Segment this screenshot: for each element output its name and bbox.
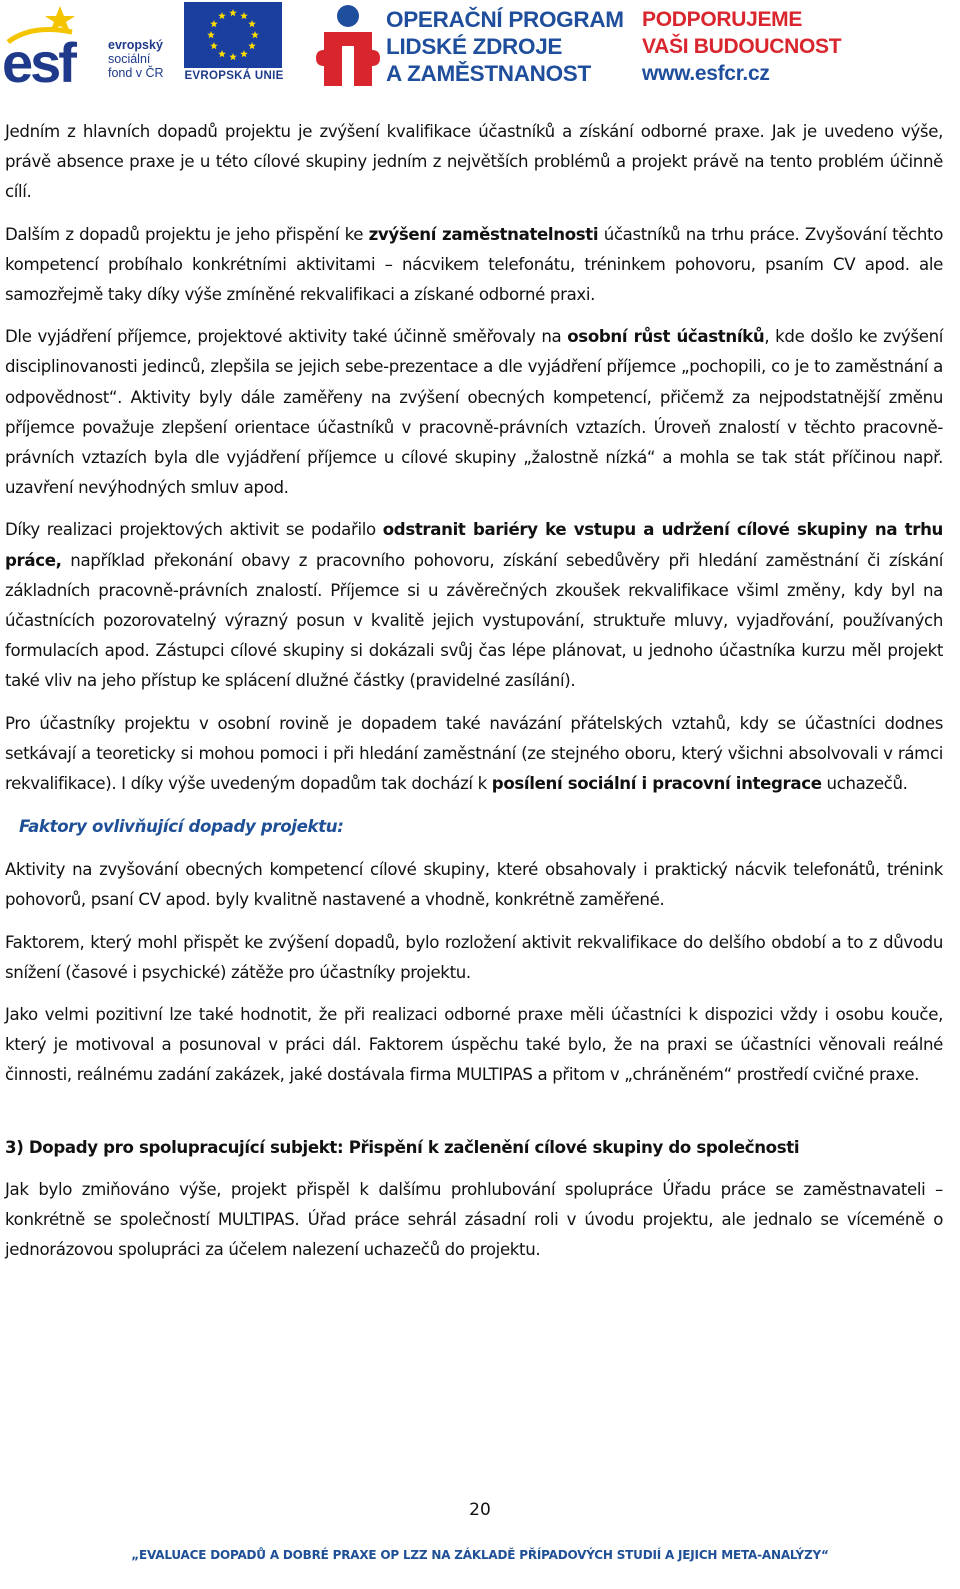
- bold-phrase: posílení sociální i pracovní integrace: [491, 774, 822, 794]
- bold-phrase: zvýšení zaměstnatelnosti: [368, 224, 599, 244]
- impact-paragraph-5: [5, 709, 943, 800]
- impact-paragraphs: [5, 117, 943, 799]
- factor-paragraph-2: Faktorem, který mohl přispět ke zvýšení dopadů, bylo rozložení aktivit rekvalifikace do delšího období a to z důvodu snížení (časové i psychické) zátěže pro účastníky projektu.: [5, 932, 943, 982]
- page-number: 20: [469, 1500, 491, 1520]
- text-run: účastníků na trhu práce. Zvyšování těchto kompetencí probíhalo konkrétními aktivitami – nácvikem telefonátu, tréninkem pohovoru, psaním CV apod. ale samozřejmě taky díky výše zmíněné rekvalifikaci a získané odborné praxi.: [5, 224, 943, 305]
- eu-flag-icon: [184, 2, 282, 68]
- op-line-2: LIDSKÉ ZDROJE: [386, 34, 563, 59]
- esf-logo-text: [108, 38, 180, 80]
- text-run: uchazečů.: [821, 774, 908, 794]
- text-run: Jedním z hlavních dopadů projektu je zvýšení kvalifikace účastníků a získání odborné praxe. Jak je uvedeno výše, právě absence praxe je u této cílové skupiny jedním z největších problémů a projekt právě na tento problém účinně cílí.: [5, 122, 943, 202]
- bold-phrase: osobní růst účastníků: [567, 327, 765, 347]
- text-run: například překonání obavy z pracovního pohovoru, získání sebedůvěry při hledání zaměstnání či získání základních pracovně-právních znalostí. Příjemce si u závěrečných zkoušek rekvalifikace všiml změny, kdy byl na účastnících pozorovatelný výrazný posun v kvalitě jejich vystupování, struktuře mluvy, vyjadřování, používaných formulacích apod. Zástupci cílové skupiny si dokázali svůj čas lépe plánovat, u jednoho účastníka kurzu měl projekt také vliv na jeho přístup ke splácení dlužné částky (pravidelné zasílání).: [5, 550, 943, 691]
- slogan-website: www.esfcr.cz: [642, 62, 770, 85]
- bold-phrase: odstranit bariéry ke vstupu a udržení cílové skupiny na trhu práce,: [5, 520, 943, 570]
- text-run: Dalším z dopadů projektu je jeho přispění ke: [5, 224, 369, 244]
- text-run: , kde došlo ke zvýšení disciplinovanosti jedinců, zlepšila se jejich sebe-prezentace a dle vyjádření příjemce „pochopili, co je to zaměstnání a odpovědnost“. Aktivity byly dále zaměřeny na zvýšení obecných kompetencí, přičemž za nejpodstatnější změnu příjemce považuje zlepšení orientace účastníků v pracovně-právních vztazích. Úroveň znalostí v těchto pracovně-právních vztazích byla dle vyjádření příjemce u cílové skupiny „žalostně nízká“ a mohla se tak stát příčinou např. uzavření nevýhodných smluv apod.: [5, 327, 943, 498]
- puzzle-person-icon: [316, 2, 380, 88]
- op-lzz-text: [386, 6, 626, 87]
- eu-logo: [182, 0, 286, 90]
- eu-label: EVROPSKÁ UNIE: [184, 70, 284, 82]
- impact-paragraph-2: [5, 220, 943, 311]
- esf-text-line-1: evropský: [108, 38, 163, 52]
- op-line-1: OPERAČNÍ PROGRAM: [386, 7, 624, 32]
- text-run: Dle vyjádření příjemce, projektové aktivity také účinně směřovaly na: [5, 327, 568, 347]
- impact-paragraph-1: [5, 117, 943, 208]
- slogan-line-1: PODPORUJEME: [642, 8, 803, 31]
- op-line-3: A ZAMĚSTNANOST: [386, 61, 591, 86]
- document-body: [5, 117, 943, 1278]
- section-heading: 3) Dopady pro spolupracující subjekt: Přispění k začlenění cílové skupiny do společnosti: [5, 1137, 800, 1157]
- factor-paragraph-1: Aktivity na zvyšování obecných kompetencí cílové skupiny, které obsahovaly i praktický nácvik telefonátů, trénink pohovorů, psaní CV apod. byly kvalitně nastavené a vhodně, konkrétně zaměřené.: [5, 860, 943, 910]
- factors-heading: Faktory ovlivňující dopady projektu:: [19, 817, 344, 837]
- section-paragraph: Jak bylo zmiňováno výše, projekt přispěl k dalšímu prohlubování spolupráce Úřadu práce se zaměstnavateli – konkrétně se společností MULTIPAS. Úřad práce sehrál zásadní roli v úvodu projektu, ale jednalo se víceméně o jednorázovou spolupráci za účelem nalezení uchazečů do projektu.: [5, 1179, 943, 1260]
- slogan-line-2: VAŠI BUDOUCNOST: [642, 35, 842, 58]
- esf-text-line-2: sociální: [108, 52, 151, 66]
- esf-logo: [2, 2, 180, 88]
- impact-paragraph-3: [5, 322, 943, 503]
- esf-logo-mark: [2, 2, 106, 88]
- page-header: [0, 0, 960, 94]
- impact-paragraph-4: [5, 515, 943, 696]
- esf-text-line-3: fond v ČR: [108, 66, 164, 80]
- text-run: Díky realizaci projektových aktivit se podařilo: [5, 520, 383, 540]
- document-footer: „EVALUACE DOPADŮ A DOBRÉ PRAXE OP LZZ NA ZÁKLADĚ PŘÍPADOVÝCH STUDIÍ A JEJICH META-ANALÝZY“: [131, 1548, 829, 1562]
- support-slogan: [642, 6, 862, 90]
- esf-mark-text: esf: [2, 31, 74, 88]
- op-lzz-logo: [316, 2, 624, 88]
- factor-paragraph-3: Jako velmi pozitivní lze také hodnotit, že při realizaci odborné praxe měli účastníci k dispozici vždy i osobu kouče, který je motivoval a posunoval v práci dál. Faktorem úspěchu také bylo, že na praxi se účastníci věnovali reálné činnosti, reálnému zadání zakázek, jaké dostávala firma MULTIPAS a přitom v „chráněném“ prostředí cvičné praxe.: [5, 1005, 943, 1085]
- text-run: Pro účastníky projektu v osobní rovině je dopadem také navázání přátelských vztahů, kdy se účastníci dodnes setkávají a teoreticky si mohou pomoci i při hledání zaměstnání (ze stejného oboru, který všichni absolvovali v rámci rekvalifikace). I díky výše uvedeným dopadům tak dochází k: [5, 713, 943, 794]
